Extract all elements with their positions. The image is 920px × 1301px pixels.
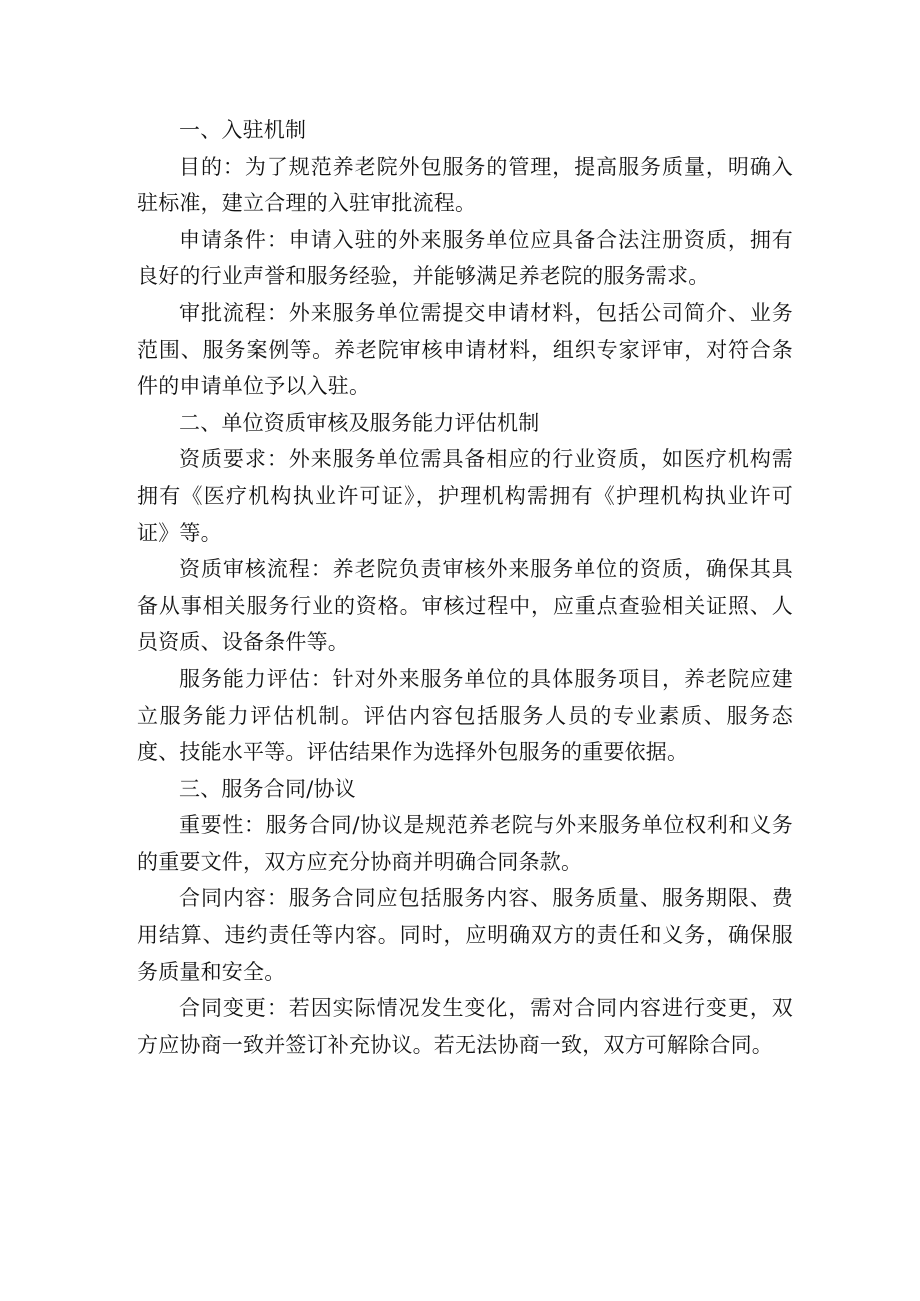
paragraph-importance: 重要性：服务合同/协议是规范养老院与外来服务单位权利和义务的重要文件，双方应充分协商并明确合同条款。 xyxy=(137,813,793,874)
paragraph-contract-change: 合同变更：若因实际情况发生变化，需对合同内容进行变更，双方应协商一致并签订补充协议。若无法协商一致，双方可解除合同。 xyxy=(137,996,793,1057)
paragraph-purpose: 目的：为了规范养老院外包服务的管理，提高服务质量，明确入驻标准，建立合理的入驻审批流程。 xyxy=(137,154,793,216)
paragraph-capability-assessment: 服务能力评估：针对外来服务单位的具体服务项目，养老院应建立服务能力评估机制。评估内容包括服务人员的专业素质、服务态度、技能水平等。评估结果作为选择外包服务的重要依据。 xyxy=(137,666,793,765)
paragraph-contract-content: 合同内容：服务合同应包括服务内容、服务质量、服务期限、费用结算、违约责任等内容。同时，应明确双方的责任和义务，确保服务质量和安全。 xyxy=(137,886,793,984)
paragraph-application-conditions: 申请条件：申请入驻的外来服务单位应具备合法注册资质，拥有良好的行业声誉和服务经验，并能够满足养老院的服务需求。 xyxy=(137,227,793,289)
paragraph-qualification-requirements: 资质要求：外来服务单位需具备相应的行业资质，如医疗机构需拥有《医疗机构执业许可证》，护理机构需拥有《护理机构执业许可证》等。 xyxy=(137,447,793,545)
section-heading-1: 一、入驻机制 xyxy=(179,118,307,142)
section-heading-3: 三、服务合同/协议 xyxy=(179,776,356,801)
paragraph-qualification-review: 资质审核流程：养老院负责审核外来服务单位的资质，确保其具备从事相关服务行业的资格。审核过程中，应重点查验相关证照、人员资质、设备条件等。 xyxy=(137,557,793,655)
section-heading-2: 二、单位资质审核及服务能力评估机制 xyxy=(179,410,540,435)
paragraph-approval-process: 审批流程：外来服务单位需提交申请材料，包括公司简介、业务范围、服务案例等。养老院审核申请材料，组织专家评审，对符合条件的申请单位予以入驻。 xyxy=(137,300,793,399)
document-body xyxy=(137,112,793,1063)
